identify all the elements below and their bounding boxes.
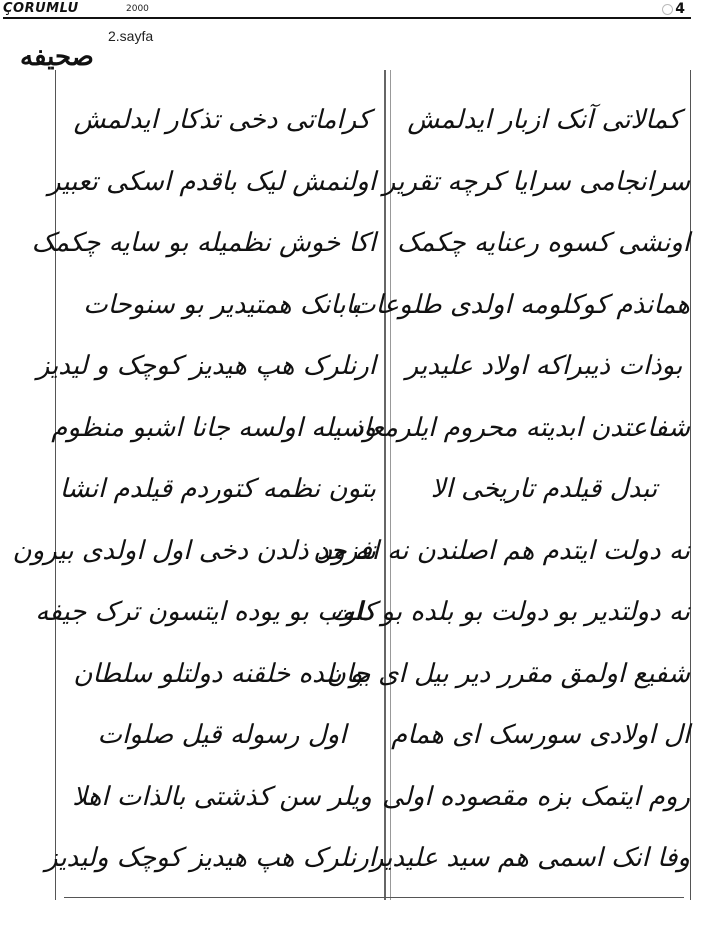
verse-left-line: بو بلده خلقنه دولتلو سلطان	[73, 658, 371, 689]
verse-left-line: اول رسوله قیل صلوات	[97, 720, 347, 750]
margin-note: صحیفه	[20, 42, 94, 72]
verse-grid	[12, 70, 690, 900]
verse-left-line: کلوب بو یوده ایتسون ترک جیفه	[35, 597, 376, 627]
verse-right-line: شفاعتدن ابدیته محروم ایلرمعاذ	[352, 412, 690, 443]
verse-left-line: ارنلرک هپ هیدیز کوچک و لیدیز	[36, 351, 376, 381]
verse-right-line: نه دولتدیر بو دولت بو بلده بو ذات	[329, 597, 690, 627]
verse-right-line: تبدل قیلدم تاریخی الا	[430, 474, 658, 504]
page-header	[0, 0, 707, 20]
header-year: 2000	[126, 4, 149, 14]
verse-right-line: روم ایتمک بزه مقصوده اولی	[382, 781, 690, 812]
header-divider	[3, 17, 691, 19]
verse-right-line: کمالاتی آنک ازبار ایدلمش	[407, 105, 681, 135]
verse-right-line: اونشی کسوه رعنایه چکمک	[396, 228, 690, 258]
page-number: 4	[675, 1, 685, 17]
verse-right-line: وفا انک اسمی هم سید علیدیر	[370, 843, 690, 873]
verse-right-line: بوذات ذیبراکه اولاد علیدیر	[405, 351, 683, 381]
verse-right-line: سرانجامی سرایا کرچه تقریر	[382, 166, 690, 197]
verse-left-line: نه حد ذلدن دخی اول اولدی بیرون	[12, 535, 376, 566]
brand-logo: ÇORUMLU	[3, 1, 79, 16]
verse-right-line: ال اولادی سورسک ای همام	[391, 720, 690, 750]
verse-left-line: ویلر سن کذشتی بالذات اهلا	[72, 781, 372, 812]
verse-left-line: اکا خوش نظمیله بو سایه چکمک	[31, 228, 376, 258]
verse-left-line: بابانک همتیدیر بو سنوحات	[83, 289, 361, 320]
verse-left-line: ارنلرک هپ هیدیز کوچک ولیدیز	[44, 843, 376, 873]
verse-right-line: نه دولت ایتدم هم اصلندن نه افزون	[313, 535, 690, 566]
verse-left-line: بتون نظمه کتوردم قیلدم انشا	[59, 474, 376, 504]
verse-right-line: شفیع اولمق مقرر دیر بیل ای جان	[326, 658, 690, 689]
page-marker-icon	[662, 4, 673, 15]
verse-right-line: همانذم کوکلومه اولدی طلوعات	[351, 289, 690, 320]
manuscript-page	[12, 70, 691, 900]
verse-left-line: وسیله اولسه جانا اشبو منظوم	[51, 412, 376, 443]
verse-left-line: کراماتی دخی تذکار ایدلمش	[73, 105, 371, 135]
page-subtitle: 2.sayfa	[108, 28, 154, 44]
verse-left-line: اولنمش لیک باقدم اسکی تعبیر	[47, 166, 376, 197]
